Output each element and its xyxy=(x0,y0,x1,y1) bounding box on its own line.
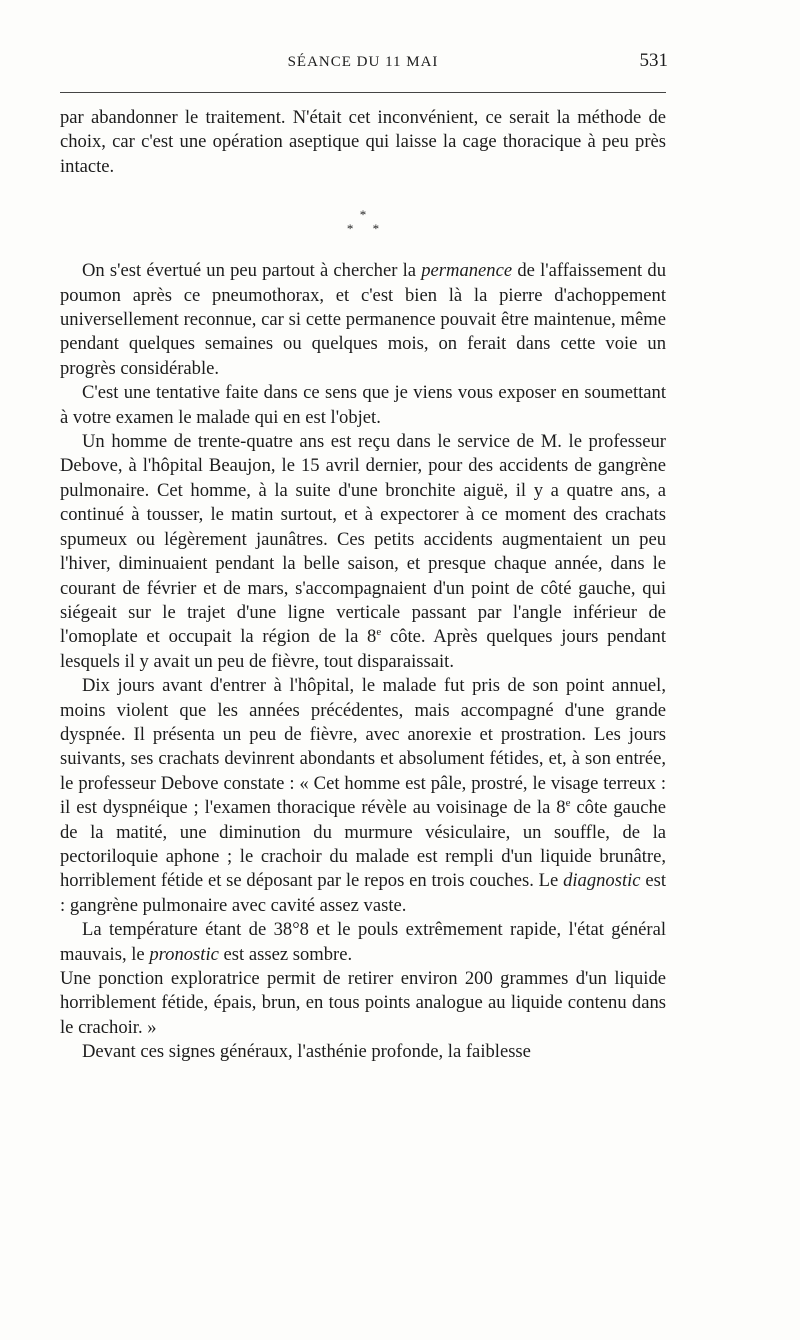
italic-term: diagnostic xyxy=(563,870,641,892)
paragraph: Devant ces signes généraux, l'asthénie profonde, la faiblesse xyxy=(82,1041,531,1063)
paragraph xyxy=(60,259,666,381)
text-run: La température étant de 38°8 et le pouls extrêmement rapide, l'état général mauvais, le xyxy=(60,919,666,965)
italic-term: pronostic xyxy=(149,943,219,965)
text-run: Un homme de trente-quatre ans est reçu dans le service de M. le professeur Debove, à l'hôpital Beaujon, le 15 avril dernier, pour des accidents de gangrène pulmonaire. Cet homme, à la suite d'une bronchite aiguë, il y a quatre ans, a continué à tousser, le matin surtout, et à expectorer à ce moment des crachats spumeux ou légèrement jaunâtres. Ces petits accidents augmentaient un peu l'hiver, diminuaient pendant la belle saison, et presque chaque année, dans le courant de février et de mars, s'accompagnaient d'un point de côté gauche, qui siégeait sur le trajet d'une ligne verticale passant par l'angle inférieur de l'omoplate et occupait la région de la 8 xyxy=(60,431,666,648)
header-rule xyxy=(60,92,666,93)
paragraph xyxy=(60,918,666,967)
text-run: On s'est évertué un peu partout à chercher la xyxy=(82,260,422,282)
paragraph: Une ponction exploratrice permit de retirer environ 200 grammes d'un liquide horriblement fétide, épais, brun, en tous points analogue au liquide contenu dans le crachoir. » xyxy=(60,968,666,1038)
page-header xyxy=(58,48,668,76)
paragraph xyxy=(60,674,666,918)
running-title: SÉANCE DU 11 MAI xyxy=(287,54,439,70)
text-run: côte gauche de la matité, une diminution du murmure vésiculaire, un souffle, de la pectoriloquie aphone ; le crachoir du malade est rempli d'un liquide brunâtre, horriblement fétide et se déposant par le repos en trois couches. Le xyxy=(60,797,667,892)
italic-term: permanence xyxy=(421,260,513,282)
body-text xyxy=(60,106,666,1065)
paragraph xyxy=(60,430,666,674)
superscript: e xyxy=(565,796,571,809)
text-run: Dix jours avant d'entrer à l'hôpital, le malade fut pris de son point annuel, moins violent que les années précédentes, mais accompagné d'une grande dyspnée. Il présenta un peu de fièvre, avec anorexie et prostration. Les jours suivants, ses crachats devinrent abondants et absolument fétides, et, à son entrée, le professeur Debove constate : « Cet homme est pâle, prostré, le visage terreux : il est dyspnéique ; l'examen thoracique révèle au voisinage de la 8 xyxy=(60,675,666,819)
asterism-top: * xyxy=(359,207,367,223)
asterism-bottom: * * xyxy=(346,221,388,237)
text-run: côte. Après quelques jours pendant lesquels il y avait un peu de fièvre, tout disparaissait. xyxy=(60,626,666,672)
text-run: de l'affaissement du poumon après ce pneumothorax, et c'est bien là la pierre d'achoppement universellement reconnue, car si cette permanence pouvait être maintenue, même pendant quelques semaines ou quelques mois, on ferait dans cette voie un progrès considérable. xyxy=(60,260,667,379)
text-run: est assez sombre. xyxy=(218,943,353,965)
text-run: est : gangrène pulmonaire avec cavité assez vaste. xyxy=(60,870,666,916)
paragraph: C'est une tentative faite dans ce sens que je viens vous exposer en soumettant à votre examen le malade qui en est l'objet. xyxy=(60,382,666,428)
superscript: e xyxy=(376,626,382,639)
page-number: 531 xyxy=(639,50,668,71)
asterism-separator xyxy=(60,179,666,259)
paragraph: par abandonner le traitement. N'était cet inconvénient, ce serait la méthode de choix, car c'est une opération aseptique qui laisse la cage thoracique à peu près intacte. xyxy=(60,107,666,177)
